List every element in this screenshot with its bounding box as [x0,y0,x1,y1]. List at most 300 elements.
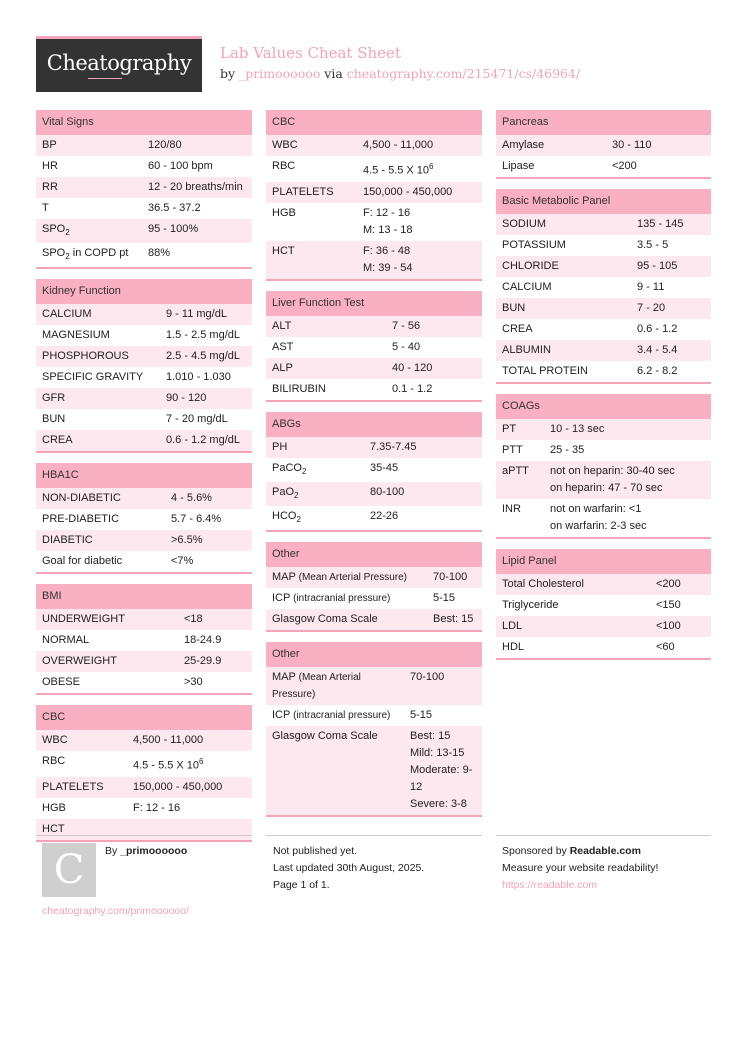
footer-author-name[interactable]: _primoooooo [120,845,188,857]
section-title: COAGs [496,394,711,419]
row-value [410,728,476,813]
value-line [550,480,705,497]
row-value [550,501,705,535]
value-text: 6.2 - 8.2 [637,365,678,377]
value-line [392,381,476,398]
footer-divider-3 [496,835,711,836]
table-row [496,361,711,382]
label-text: HR [42,160,58,172]
label-text: NON-DIABETIC [42,492,121,505]
row-value [392,339,476,356]
value-text: 70-100 [433,571,468,584]
value-text: 7 - 56 [392,319,421,332]
table-row [266,506,482,530]
table-row [496,499,711,537]
value-line [656,576,705,593]
value-text: 4,500 - 11,000 [133,734,204,747]
row-label [272,569,433,586]
table-row [496,135,711,156]
table-row [36,409,252,430]
section-title: Lipid Panel [496,549,711,574]
row-value [166,369,246,386]
row-label [42,653,184,670]
row-label [42,179,148,196]
value-line [133,779,246,796]
section-bmi [36,584,252,695]
label-text: CREA [42,434,73,447]
table-row [36,630,252,651]
table-row [496,595,711,616]
table-row [496,256,711,277]
row-value [133,800,246,817]
cheatography-logo[interactable] [36,36,202,92]
table-row [36,156,252,177]
row-value [133,732,246,749]
table-row [36,651,252,672]
label-text: POTASSIUM [502,239,566,251]
value-line [363,243,476,260]
section-abgs [266,412,482,533]
value-text: 0.6 - 1.2 mg/dL [166,434,240,447]
value-line [392,339,476,356]
value-text: 25 - 35 [550,444,585,456]
value-text: 12 - 20 breaths/min [148,181,243,193]
table-row [266,379,482,400]
value-line [133,753,246,775]
label-text: ALBUMIN [502,344,551,356]
row-value [612,158,705,175]
row-value [166,327,246,344]
value-text: >30 [184,676,203,689]
table-row [266,337,482,358]
label-text: MAP [272,671,296,684]
row-label [42,327,166,344]
row-value [363,158,476,180]
label-text: ALP [272,361,293,374]
value-text: not on heparin: 30-40 sec [550,465,675,477]
row-value [148,137,246,154]
label-text: Lipase [502,160,535,172]
row-value [637,342,705,359]
table-row [36,672,252,693]
label-text: HCT [42,823,65,836]
row-label [272,460,370,480]
row-label [42,674,184,691]
value-line [410,707,476,724]
row-label [272,205,363,239]
value-text: 25-29.9 [184,655,222,668]
profile-link[interactable]: cheatography.com/primoooooo/ [42,905,189,917]
table-row [266,482,482,506]
row-label [272,243,363,277]
label-subscript: 2 [65,252,70,262]
value-text: 60 - 100 bpm [148,160,213,172]
table-row [266,182,482,203]
row-value [171,511,246,528]
row-value [637,300,705,317]
value-text: on heparin: 47 - 70 sec [550,482,663,494]
value-line [410,669,476,686]
row-value [637,216,705,233]
value-line [370,460,476,477]
row-value [184,611,246,628]
value-text: F: 12 - 16 [133,802,181,815]
value-line [410,762,476,779]
label-text: CALCIUM [502,281,552,293]
value-line [637,216,705,233]
byline-via: via [320,66,347,81]
row-label [272,381,392,398]
table-row [496,156,711,177]
logo-underline [88,78,122,79]
value-text: 90 - 120 [166,392,207,405]
section-kidney-function [36,279,252,453]
table-row [36,219,252,243]
row-label [272,590,433,607]
section-title: Vital Signs [36,110,252,135]
value-line [410,779,476,796]
value-line [171,511,246,528]
row-value [433,569,476,586]
table-row [266,458,482,482]
table-row [36,530,252,551]
value-line [166,348,246,365]
row-value [637,321,705,338]
sponsor-link[interactable]: https://readable.com [502,879,598,891]
row-value [166,432,246,449]
label-subscript: 2 [65,228,70,238]
label-text: UNDERWEIGHT [42,613,125,626]
value-text: 120/80 [148,139,182,151]
sheet-url-link[interactable]: cheatography.com/215471/cs/46964/ [346,66,581,81]
value-superscript: 6 [429,162,434,171]
byline [220,66,580,81]
label-text: HCT [272,244,295,257]
value-line [656,618,705,635]
row-label [272,439,370,456]
label-text: MAP [272,571,296,584]
value-line [148,179,246,196]
table-row [496,419,711,440]
row-label [42,158,148,175]
row-label [502,363,637,380]
row-label [42,732,133,749]
table-row [266,588,482,609]
page-title: Lab Values Cheat Sheet [220,44,401,62]
label-text: NORMAL [42,634,90,647]
table-row [266,203,482,241]
value-line [166,390,246,407]
label-text: Glasgow Coma Scale [272,730,378,743]
label-text: TOTAL PROTEIN [502,365,588,377]
value-line [433,590,476,607]
section-title: Kidney Function [36,279,252,304]
row-value [656,597,705,614]
table-row [36,367,252,388]
value-line [392,318,476,335]
label-text: Amylase [502,139,545,151]
section-title: CBC [266,110,482,135]
row-value [392,381,476,398]
value-line [612,137,705,154]
section-liver-function-test [266,291,482,402]
label-text: PaO [272,485,295,498]
label-text: PaCO [272,461,302,474]
row-label [42,432,166,449]
row-value [656,618,705,635]
value-text: 4 - 5.6% [171,492,212,505]
row-value [637,258,705,275]
row-value [148,158,246,175]
label-text: PLATELETS [272,185,334,198]
label-text: HGB [42,802,66,815]
value-line [363,158,476,180]
value-line [612,158,705,175]
label-text: ICP [272,592,291,605]
value-line [166,327,246,344]
label-text: PHOSPHOROUS [42,350,129,363]
sponsor-name[interactable]: Readable.com [569,845,641,857]
row-value [184,632,246,649]
row-label [272,137,363,154]
row-value [410,707,476,724]
value-text: 22-26 [370,510,399,523]
row-value [433,590,476,607]
byline-prefix: by [220,66,240,81]
label-text: WBC [42,734,68,747]
value-line [410,728,476,745]
table-row [36,819,252,840]
value-text: 5 - 40 [392,340,421,353]
value-line [363,184,476,201]
table-row [496,235,711,256]
row-value [363,205,476,239]
label-text: PRE-DIABETIC [42,513,120,526]
table-row [266,609,482,630]
value-line [637,258,705,275]
value-text: 95 - 105 [637,260,678,272]
label-text: BILIRUBIN [272,382,326,395]
label-text: PH [272,440,288,453]
last-updated: Last updated 30th August, 2025. [273,862,425,874]
value-line [370,508,476,525]
label-note: (Mean Arterial [295,672,361,684]
section-cbc [266,110,482,281]
table-row [266,437,482,458]
row-value [166,306,246,323]
section-title: BMI [36,584,252,609]
label-text: SPECIFIC GRAVITY [42,371,144,384]
label-text: RR [42,181,58,193]
value-text: 2.5 - 4.5 mg/dL [166,350,240,363]
section-hba1c [36,463,252,574]
row-label [42,632,184,649]
value-line [184,632,246,649]
section-coags [496,394,711,539]
row-label [272,669,410,703]
row-label [42,137,148,154]
value-text: 70-100 [410,671,445,684]
value-line [363,260,476,277]
label-text: RBC [42,755,66,768]
row-label [42,511,171,528]
value-text: <60 [656,641,675,653]
value-line [171,490,246,507]
value-text: Best: 15 [410,730,451,743]
section-other [266,542,482,632]
row-label [502,639,656,656]
value-line [550,518,705,535]
value-text: 5-15 [410,709,433,722]
value-text: 30 - 110 [612,139,652,151]
table-row [36,488,252,509]
section-vital-signs [36,110,252,269]
table-row [266,316,482,337]
table-row [36,430,252,451]
value-text: F: 36 - 48 [363,244,411,257]
value-line [184,653,246,670]
label-text: Total Cholesterol [502,578,584,590]
table-row [36,388,252,409]
table-row [266,241,482,279]
value-line [410,796,476,813]
value-text: Best: 15 [433,613,474,626]
value-line [148,245,246,262]
value-text: 40 - 120 [392,361,433,374]
value-line [550,421,705,438]
row-label [42,390,166,407]
value-line [363,205,476,222]
sponsor-line [502,843,658,860]
value-line [166,306,246,323]
section-title: Liver Function Test [266,291,482,316]
section-cbc [36,705,252,842]
label-text: HCO [272,510,297,523]
row-label [272,184,363,201]
value-text: 4.5 - 5.5 X 10 [133,760,200,773]
value-text: 88% [148,247,171,260]
row-value [148,200,246,217]
author-avatar[interactable] [42,843,96,897]
value-text: 1.5 - 2.5 mg/dL [166,329,240,342]
row-value [637,363,705,380]
value-line [550,463,705,480]
section-title: ABGs [266,412,482,437]
row-label [272,508,370,528]
table-row [36,177,252,198]
table-row [36,777,252,798]
value-text: 35-45 [370,461,399,474]
row-label [272,728,410,813]
label-text: Triglyceride [502,599,559,611]
row-label [502,421,550,438]
table-row [266,156,482,182]
value-line [370,484,476,501]
value-text: >6.5% [171,534,203,547]
row-value [184,674,246,691]
label-text: T [42,202,49,214]
author-link[interactable]: _primoooooo [239,66,321,81]
table-row [36,135,252,156]
value-text: 3.4 - 5.4 [637,344,678,356]
row-label [502,442,550,459]
value-text: F: 12 - 16 [363,206,411,219]
value-text: M: 39 - 54 [363,261,413,274]
value-line [133,732,246,749]
table-row [36,346,252,367]
row-label [272,484,370,504]
value-text: Moderate: 9- [410,764,473,777]
section-basic-metabolic-panel [496,189,711,384]
value-text: 9 - 11 mg/dL [166,308,227,321]
row-value [433,611,476,628]
row-value [363,184,476,201]
label-text: OBESE [42,676,80,689]
section-title: Other [266,642,482,667]
row-label [502,501,550,535]
value-text: <7% [171,555,194,568]
label-text: BUN [502,302,526,314]
value-text: on warfarin: 2-3 sec [550,520,647,532]
value-text: 5.7 - 6.4% [171,513,222,526]
row-label [42,348,166,365]
table-row [496,440,711,461]
row-label [502,576,656,593]
footer-sponsor [502,843,658,894]
value-text: <100 [656,620,681,632]
value-text: <18 [184,613,203,626]
value-text: 80-100 [370,485,405,498]
label-text: Goal for diabetic [42,555,123,568]
table-row [36,509,252,530]
row-value [166,390,246,407]
value-line [637,279,705,296]
row-value [148,245,246,265]
label-text: CALCIUM [42,308,92,321]
value-line [171,532,246,549]
footer-by: By [105,845,121,857]
page-count: Page 1 of 1. [273,879,330,891]
row-value [656,576,705,593]
row-value [148,179,246,196]
label-text: SODIUM [502,218,546,230]
row-label [42,490,171,507]
value-line [166,432,246,449]
row-label [42,306,166,323]
row-value [133,779,246,796]
table-row [496,214,711,235]
row-label [272,339,392,356]
value-text: <200 [656,578,681,590]
value-superscript: 6 [199,757,204,767]
label-text: RBC [272,160,296,172]
value-text: 4.5 - 5.5 X 10 [363,164,430,177]
value-text: 36.5 - 37.2 [148,202,201,214]
row-label [42,779,133,796]
label-text: GFR [42,392,66,405]
value-line [184,611,246,628]
label-text: PLATELETS [42,781,104,794]
row-value [550,421,705,438]
section-title: CBC [36,705,252,730]
sponsor-prefix: Sponsored by [502,845,570,857]
footer-author [105,843,187,860]
footer-profile [42,903,189,920]
row-value [166,411,246,428]
label-text: MAGNESIUM [42,329,110,342]
label-text: DIABETIC [42,534,93,547]
label-text: SPO [42,247,66,260]
